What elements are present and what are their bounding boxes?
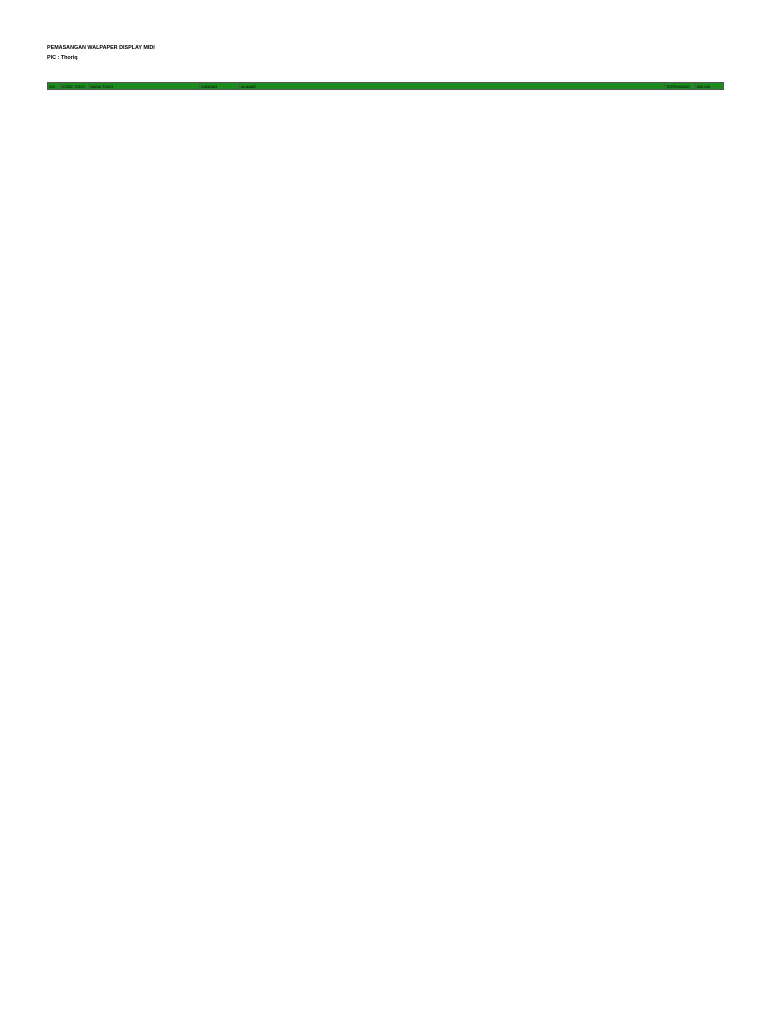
document-header <box>47 45 547 63</box>
header-alamat: ALAMAT <box>240 83 665 90</box>
table-header-row <box>48 83 724 90</box>
document-pic: PIC : Thoriq <box>47 55 78 61</box>
header-terpasang: TERPASANG <box>665 83 696 90</box>
header-nama-toko: NAMA TOKO <box>89 83 200 90</box>
table-header <box>48 83 724 90</box>
header-belum: BELUM <box>696 83 724 90</box>
header-kode-toko: KODE TOKO <box>61 83 89 90</box>
header-no: NO <box>48 83 61 90</box>
document-title: PEMASANGAN WALPAPER DISPLAY MIDI <box>47 45 155 51</box>
header-cabang: CABANG <box>200 83 240 90</box>
store-table <box>47 82 724 90</box>
